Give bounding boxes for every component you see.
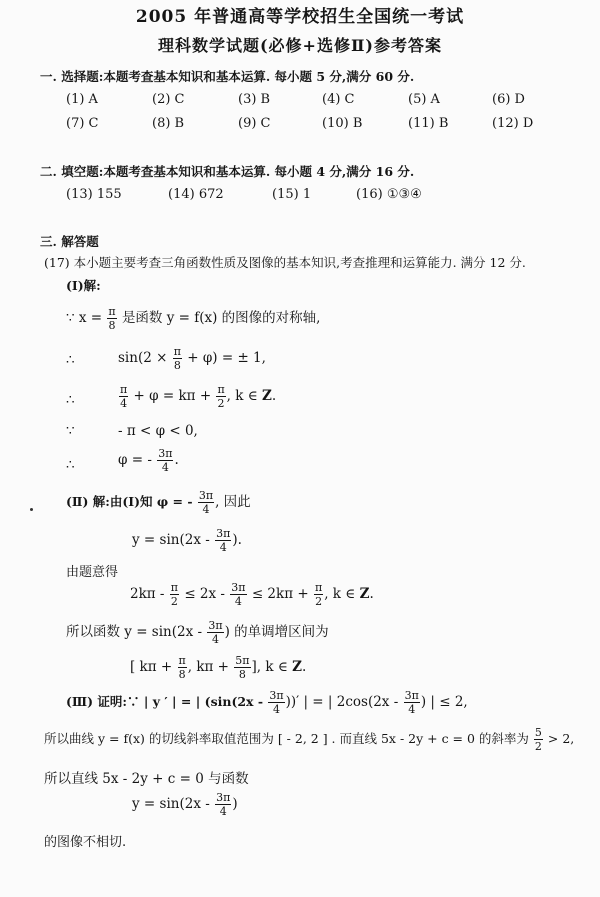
monotonic-inequality: 2kπ - $\frac{\pi}{2}$ ≤ 2x - $\frac{3\pi}{4}$ ≤ 2kπ + $\frac{\pi}{2}$ , k ∈ Z. (130, 581, 374, 608)
answer-10: (10) B (322, 116, 363, 131)
answer-4: (4) C (322, 92, 355, 107)
answer-14: (14) 672 (168, 187, 224, 202)
therefore-2: ∴ (66, 392, 75, 408)
answer-7: (7) C (66, 116, 99, 131)
answer-2: (2) C (152, 92, 185, 107)
line-and-function: 所以直线 5x - 2y + c = 0 与函数 (44, 771, 249, 787)
q17-intro: (17) 本小题主要考查三角函数性质及图像的基本知识,考查推理和运算能力. 满分 12 分. (44, 255, 526, 270)
answer-12: (12) D (492, 116, 534, 131)
section3-heading: 三. 解答题 (40, 234, 99, 249)
answer-11: (11) B (408, 116, 449, 131)
answer-5: (5) A (408, 92, 440, 107)
answer-15: (15) 1 (272, 187, 312, 202)
answer-8: (8) B (152, 116, 185, 131)
slope-range: 所以曲线 y = f(x) 的切线斜率取值范围为 [ - 2, 2 ] . 而直线 5x - 2y + c = 0 的斜率为 $\frac{5}{2}$ > 2, (44, 726, 575, 753)
section2-heading: 二. 填空题:本题考查基本知识和基本运算. 每小题 4 分,满分 16 分. (40, 164, 415, 179)
answer-13: (13) 155 (66, 187, 122, 202)
answer-6: (6) D (492, 92, 525, 107)
y-function: y = sin(2x - $\frac{3\pi}{4}$ ). (132, 527, 242, 554)
answer-1: (1) A (66, 92, 98, 107)
scan-dot (30, 508, 33, 511)
answer-3: (3) B (238, 92, 271, 107)
axis-line (66, 306, 320, 331)
interval: [ kπ + $\frac{\pi}{8}$ , kπ + $\frac{5\pi}{8}$ ], k ∈ Z. (130, 654, 307, 681)
because-1: ∵ (66, 423, 75, 439)
part3-proof: (Ⅲ) 证明:∵ | y ′ | = | (sin(2x - $\frac{3\pi}{4}$ ))′ | = | 2cos(2x - $\frac{3\pi}{4}$ ) | ≤ 2, (66, 689, 468, 716)
axis-text: 是函数 y = f(x) 的图像的对称轴, (121, 310, 321, 326)
sin-equation: sin(2 × $\frac{\pi}{8}$ + φ) = ± 1, (118, 345, 266, 372)
not-tangent-conclusion: 的图像不相切. (44, 835, 127, 850)
phi-range: - π < φ < 0, (118, 423, 198, 439)
y-function-2: y = sin(2x - $\frac{3\pi}{4}$ ) (132, 791, 238, 818)
part2-line: (Ⅱ) 解:由(Ⅰ)知 φ = - $\frac{3\pi}{4}$ , 因此 (66, 489, 251, 516)
therefore-1: ∴ (66, 352, 75, 368)
part1-label: (Ⅰ)解: (66, 278, 101, 293)
phi-equation: $\frac{\pi}{4}$ + φ = kπ + $\frac{\pi}{2}$ , k ∈ Z. (120, 383, 277, 410)
answer-9: (9) C (238, 116, 271, 131)
phi-value: φ = - $\frac{3\pi}{4}$ . (118, 447, 179, 474)
x-equals: ∵ x = (66, 310, 103, 326)
answer-subtitle: 理科数学试题(必修+选修Ⅱ)参考答案 (157, 36, 443, 55)
frac-pi-over-8: $\frac{\pi}{8}$ (108, 305, 116, 332)
section1-heading: 一. 选择题:本题考查基本知识和基本运算. 每小题 5 分,满分 60 分. (40, 69, 415, 84)
increasing-interval-text: 所以函数 y = sin(2x - $\frac{3\pi}{4}$ ) 的单调增区间为 (66, 619, 329, 646)
therefore-3: ∴ (66, 457, 75, 473)
answer-16: (16) ①③④ (356, 187, 422, 202)
youtiyide-text: 由题意得 (66, 565, 119, 580)
exam-title: 2005 年普通高等学校招生全国统一考试 (135, 7, 465, 27)
